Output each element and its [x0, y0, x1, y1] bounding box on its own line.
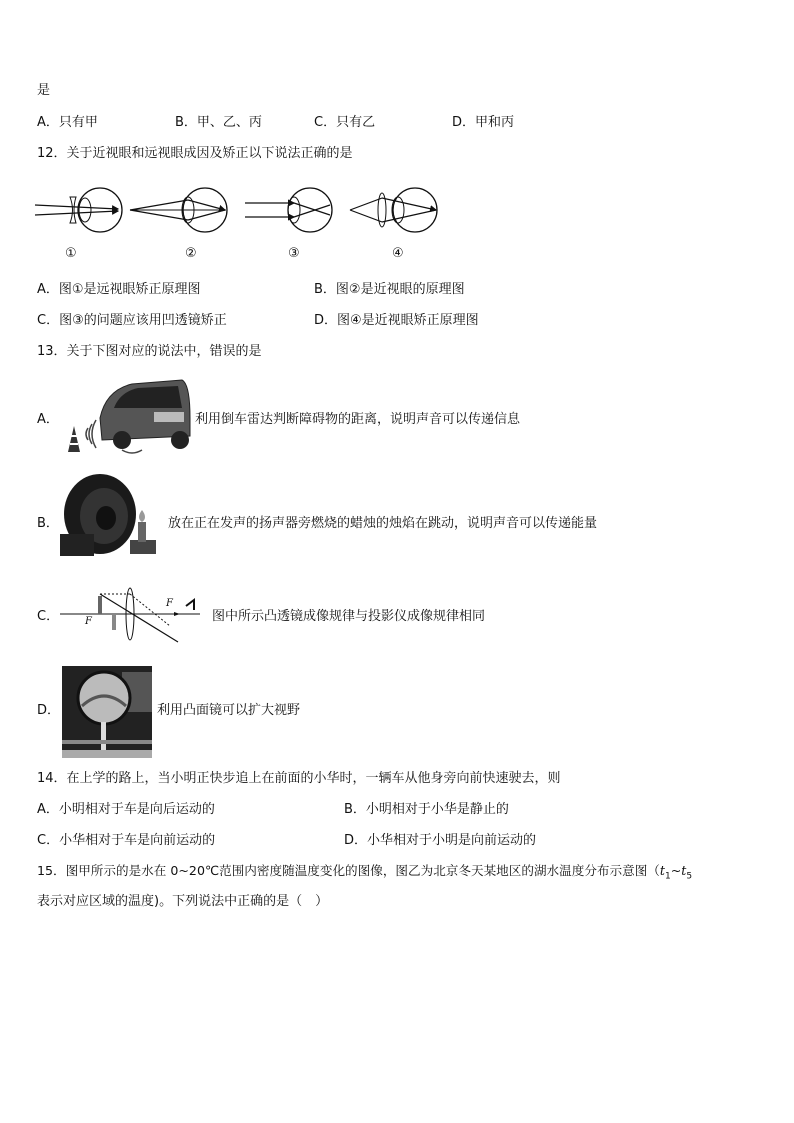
previous-question-tail: 是: [37, 83, 51, 98]
q13-option-a-text: 利用倒车雷达判断障碍物的距离，说明声音可以传递信息: [195, 412, 521, 427]
eye-diagrams-figure: [30, 185, 450, 245]
eye-diagram-4: [350, 188, 437, 232]
q12-option-c[interactable]: C．图③的问题应该用凹透镜矫正: [37, 313, 227, 328]
figure-label-3: ③: [288, 246, 300, 261]
car-reverse-radar-image: [62, 378, 192, 458]
eye-diagram-1: [35, 188, 122, 232]
q13-option-d-text: 利用凸面镜可以扩大视野: [157, 703, 301, 718]
q15-stem-line2: 表示对应区域的温度)。下列说法中正确的是（ ）: [37, 894, 329, 909]
q11-option-a[interactable]: A．只有甲: [37, 115, 98, 130]
q14-stem: 14．在上学的路上，当小明正快步追上在前面的小华时，一辆车从他身旁向前快速驶去，则: [37, 771, 561, 786]
convex-lens-imaging-image: [60, 586, 208, 646]
figure-label-1: ①: [65, 246, 77, 261]
q13-option-d-letter[interactable]: D．: [37, 703, 61, 718]
convex-mirror-image: [62, 666, 152, 758]
q12-stem: 12．关于近视眼和远视眼成因及矫正以下说法正确的是: [37, 146, 353, 161]
temperature-symbol-t1: t: [659, 863, 665, 878]
subscript-5: 5: [686, 871, 693, 882]
eye-diagram-2: [130, 188, 227, 232]
eye-diagram-3: [245, 188, 332, 232]
q13-option-b-text: 放在正在发声的扬声器旁燃烧的蜡烛的烛焰在跳动，说明声音可以传递能量: [168, 516, 598, 531]
q13-stem: 13．关于下图对应的说法中，错误的是: [37, 344, 262, 359]
focal-point-label-right: F: [166, 598, 173, 609]
q12-option-d[interactable]: D．图④是近视眼矫正原理图: [314, 313, 479, 328]
figure-label-4: ④: [392, 246, 404, 261]
q11-option-b[interactable]: B．甲、乙、丙: [175, 115, 262, 130]
q11-option-d[interactable]: D．甲和丙: [452, 115, 515, 130]
speaker-candle-image: [58, 470, 168, 562]
q15-stem-prefix: 15．图甲所示的是水在 0~20℃范围内密度随温度变化的图像，图乙为北京冬天某地区的湖水温度分布示意图（: [37, 863, 660, 878]
range-tilde: ~: [670, 863, 682, 878]
q14-option-a[interactable]: A．小明相对于车是向后运动的: [37, 802, 215, 817]
q12-option-a[interactable]: A．图①是远视眼矫正原理图: [37, 282, 201, 297]
q13-option-c-text: 图中所示凸透镜成像规律与投影仪成像规律相同: [212, 609, 486, 624]
q13-option-a-letter[interactable]: A．: [37, 412, 59, 427]
q14-option-b[interactable]: B．小明相对于小华是静止的: [344, 802, 509, 817]
q14-option-c[interactable]: C．小华相对于车是向前运动的: [37, 833, 216, 848]
q15-stem-line1: [37, 862, 692, 886]
q11-option-c[interactable]: C．只有乙: [314, 115, 376, 130]
subscript-1: 1: [664, 871, 671, 882]
figure-label-2: ②: [185, 246, 197, 261]
focal-point-label-left: F: [85, 616, 92, 627]
q13-option-b-letter[interactable]: B．: [37, 516, 59, 531]
q12-option-b[interactable]: B．图②是近视眼的原理图: [314, 282, 465, 297]
q13-option-c-letter[interactable]: C．: [37, 609, 60, 624]
temperature-symbol-t5: t: [681, 863, 687, 878]
q14-option-d[interactable]: D．小华相对于小明是向前运动的: [344, 833, 537, 848]
